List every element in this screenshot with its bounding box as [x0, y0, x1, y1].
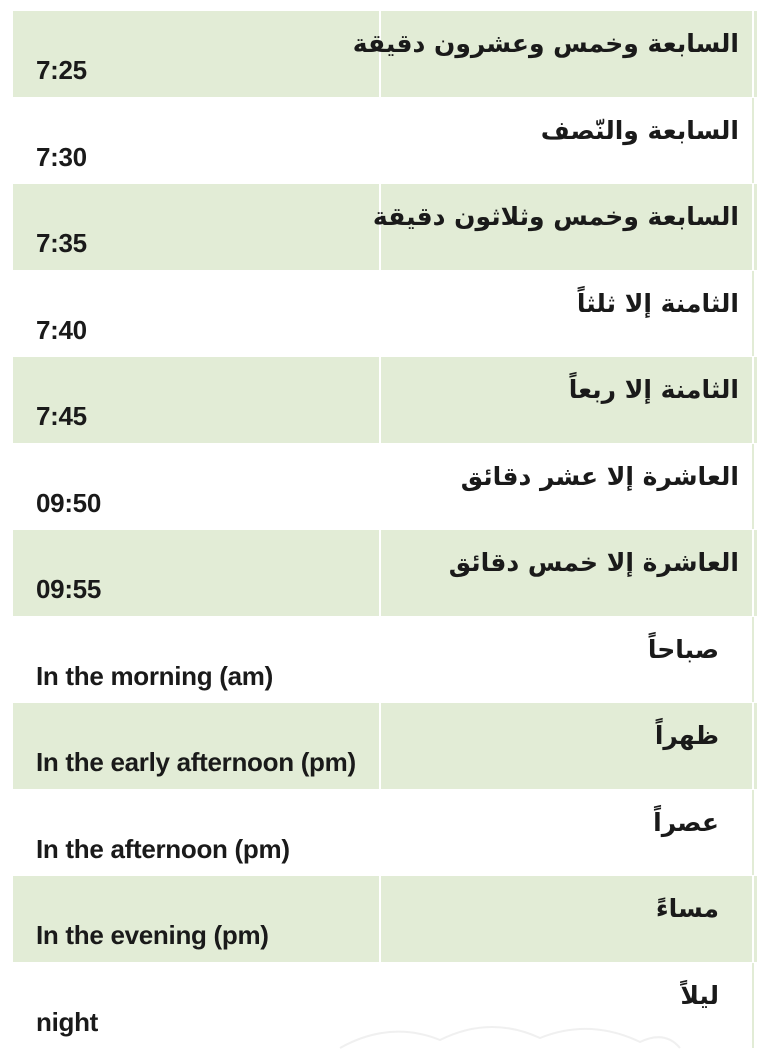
row-edge	[752, 98, 754, 184]
english-cell: 7:45	[36, 401, 87, 431]
table-row	[13, 876, 757, 963]
arabic-cell: العاشرة إلا عشر دقائق	[460, 461, 739, 491]
english-cell: In the early afternoon (pm)	[36, 747, 356, 777]
row-edge	[752, 963, 754, 1049]
row-edge	[752, 530, 754, 616]
arabic-cell: العاشرة إلا خمس دقائق	[448, 548, 739, 577]
table-row	[13, 271, 757, 358]
arabic-cell: السابعة وخمس وعشرون دقيقة	[352, 29, 739, 58]
english-cell: In the evening (pm)	[36, 920, 269, 950]
arabic-cell: السابعة وخمس وثلاثون دقيقة	[372, 202, 739, 231]
column-divider	[379, 876, 381, 962]
table-row	[13, 11, 757, 98]
row-edge	[752, 357, 754, 443]
table-row	[13, 98, 757, 185]
row-edge	[752, 271, 754, 357]
arabic-cell: ظهراً	[654, 721, 719, 750]
table-row	[13, 790, 757, 877]
english-cell: night	[36, 1006, 99, 1037]
row-edge	[752, 703, 754, 789]
row-edge	[752, 617, 754, 703]
english-cell: 7:35	[36, 228, 87, 258]
table-row	[13, 530, 757, 617]
english-cell: In the afternoon (pm)	[36, 833, 290, 864]
arabic-cell: السابعة والنّصف	[540, 115, 739, 145]
arabic-cell: عصراً	[653, 807, 719, 837]
table-row	[13, 357, 757, 444]
arabic-cell: ليلاً	[680, 980, 719, 1010]
english-cell: 7:30	[36, 141, 87, 172]
row-edge	[752, 790, 754, 876]
row-edge	[752, 184, 754, 270]
english-cell: 09:55	[36, 574, 101, 604]
column-divider	[379, 530, 381, 616]
column-divider	[379, 703, 381, 789]
table-row	[13, 444, 757, 531]
arabic-cell: الثامنة إلا ربعاً	[568, 375, 739, 404]
english-cell: In the morning (am)	[36, 660, 273, 691]
time-vocabulary-table	[13, 11, 757, 1049]
row-edge	[752, 11, 754, 97]
column-divider	[379, 357, 381, 443]
decorative-watermark	[330, 1010, 690, 1050]
arabic-cell: صباحاً	[647, 634, 719, 664]
english-cell: 7:25	[36, 55, 87, 85]
arabic-cell: الثامنة إلا ثلثاً	[576, 288, 739, 318]
table-row	[13, 184, 757, 271]
table-row	[13, 703, 757, 790]
table-row	[13, 617, 757, 704]
english-cell: 7:40	[36, 314, 87, 345]
arabic-cell: مساءً	[655, 894, 719, 923]
row-edge	[752, 444, 754, 530]
english-cell: 09:50	[36, 487, 101, 518]
row-edge	[752, 876, 754, 962]
